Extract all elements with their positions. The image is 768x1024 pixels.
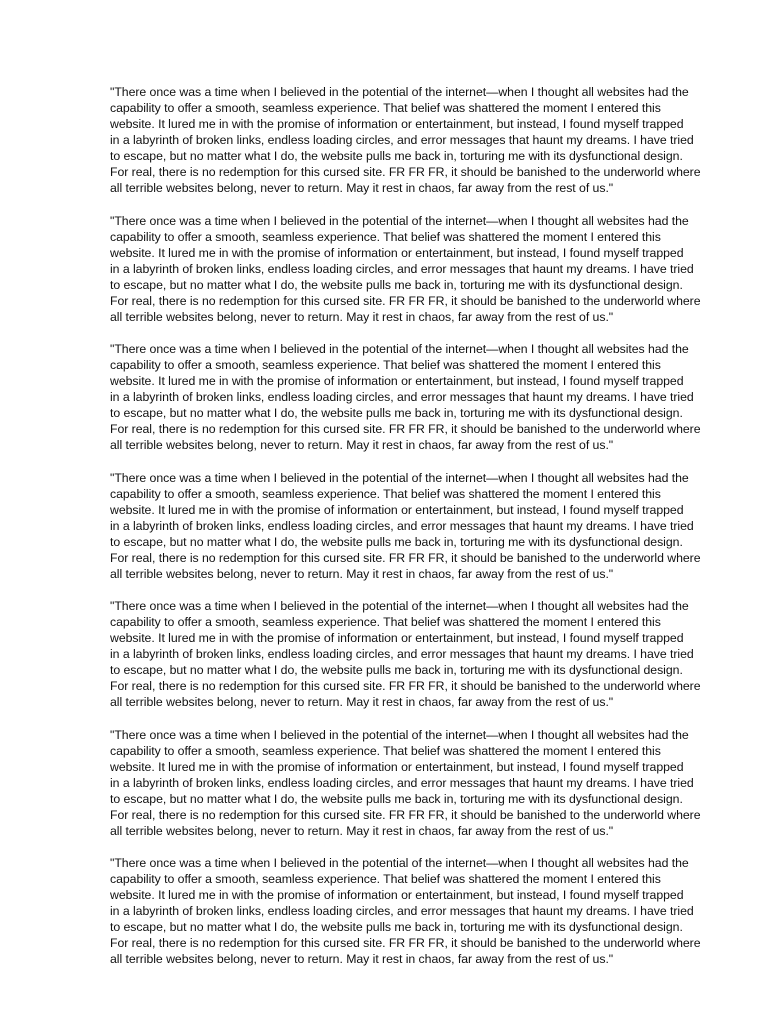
quote-paragraph-3: "There once was a time when I believed in the potential of the internet—when I thought all websites had the capability to offer a smooth, seamless experience. That belief was shattered the moment I entered this website. It lured me in with the promise of information or entertainment, but instead, I found myself trapped in a labyrinth of broken links, endless loading circles, and error messages that haunt my dreams. I have tried to escape, but no matter what I do, the website pulls me back in, torturing me with its dysfunctional design. For real, there is no redemption for this cursed site. FR FR FR, it should be banished to the underworld where all terrible websites belong, never to return. May it rest in chaos, far away from the rest of us." [110,342,701,453]
quote-paragraph-5: "There once was a time when I believed in the potential of the internet—when I thought all websites had the capability to offer a smooth, seamless experience. That belief was shattered the moment I entered this website. It lured me in with the promise of information or entertainment, but instead, I found myself trapped in a labyrinth of broken links, endless loading circles, and error messages that haunt my dreams. I have tried to escape, but no matter what I do, the website pulls me back in, torturing me with its dysfunctional design. For real, there is no redemption for this cursed site. FR FR FR, it should be banished to the underworld where all terrible websites belong, never to return. May it rest in chaos, far away from the rest of us." [110,599,701,710]
quote-paragraph-2: "There once was a time when I believed in the potential of the internet—when I thought all websites had the capability to offer a smooth, seamless experience. That belief was shattered the moment I entered this website. It lured me in with the promise of information or entertainment, but instead, I found myself trapped in a labyrinth of broken links, endless loading circles, and error messages that haunt my dreams. I have tried to escape, but no matter what I do, the website pulls me back in, torturing me with its dysfunctional design. For real, there is no redemption for this cursed site. FR FR FR, it should be banished to the underworld where all terrible websites belong, never to return. May it rest in chaos, far away from the rest of us." [110,213,701,324]
quote-paragraph-7: "There once was a time when I believed in the potential of the internet—when I thought all websites had the capability to offer a smooth, seamless experience. That belief was shattered the moment I entered this website. It lured me in with the promise of information or entertainment, but instead, I found myself trapped in a labyrinth of broken links, endless loading circles, and error messages that haunt my dreams. I have tried to escape, but no matter what I do, the website pulls me back in, torturing me with its dysfunctional design. For real, there is no redemption for this cursed site. FR FR FR, it should be banished to the underworld where all terrible websites belong, never to return. May it rest in chaos, far away from the rest of us." [110,856,701,967]
quote-paragraph-4: "There once was a time when I believed in the potential of the internet—when I thought all websites had the capability to offer a smooth, seamless experience. That belief was shattered the moment I entered this website. It lured me in with the promise of information or entertainment, but instead, I found myself trapped in a labyrinth of broken links, endless loading circles, and error messages that haunt my dreams. I have tried to escape, but no matter what I do, the website pulls me back in, torturing me with its dysfunctional design. For real, there is no redemption for this cursed site. FR FR FR, it should be banished to the underworld where all terrible websites belong, never to return. May it rest in chaos, far away from the rest of us." [110,470,701,581]
document-page [110,84,746,984]
quote-paragraph-6: "There once was a time when I believed in the potential of the internet—when I thought all websites had the capability to offer a smooth, seamless experience. That belief was shattered the moment I entered this website. It lured me in with the promise of information or entertainment, but instead, I found myself trapped in a labyrinth of broken links, endless loading circles, and error messages that haunt my dreams. I have tried to escape, but no matter what I do, the website pulls me back in, torturing me with its dysfunctional design. For real, there is no redemption for this cursed site. FR FR FR, it should be banished to the underworld where all terrible websites belong, never to return. May it rest in chaos, far away from the rest of us." [110,727,701,838]
quote-paragraph-1: "There once was a time when I believed in the potential of the internet—when I thought all websites had the capability to offer a smooth, seamless experience. That belief was shattered the moment I entered this website. It lured me in with the promise of information or entertainment, but instead, I found myself trapped in a labyrinth of broken links, endless loading circles, and error messages that haunt my dreams. I have tried to escape, but no matter what I do, the website pulls me back in, torturing me with its dysfunctional design. For real, there is no redemption for this cursed site. FR FR FR, it should be banished to the underworld where all terrible websites belong, never to return. May it rest in chaos, far away from the rest of us." [110,85,701,196]
